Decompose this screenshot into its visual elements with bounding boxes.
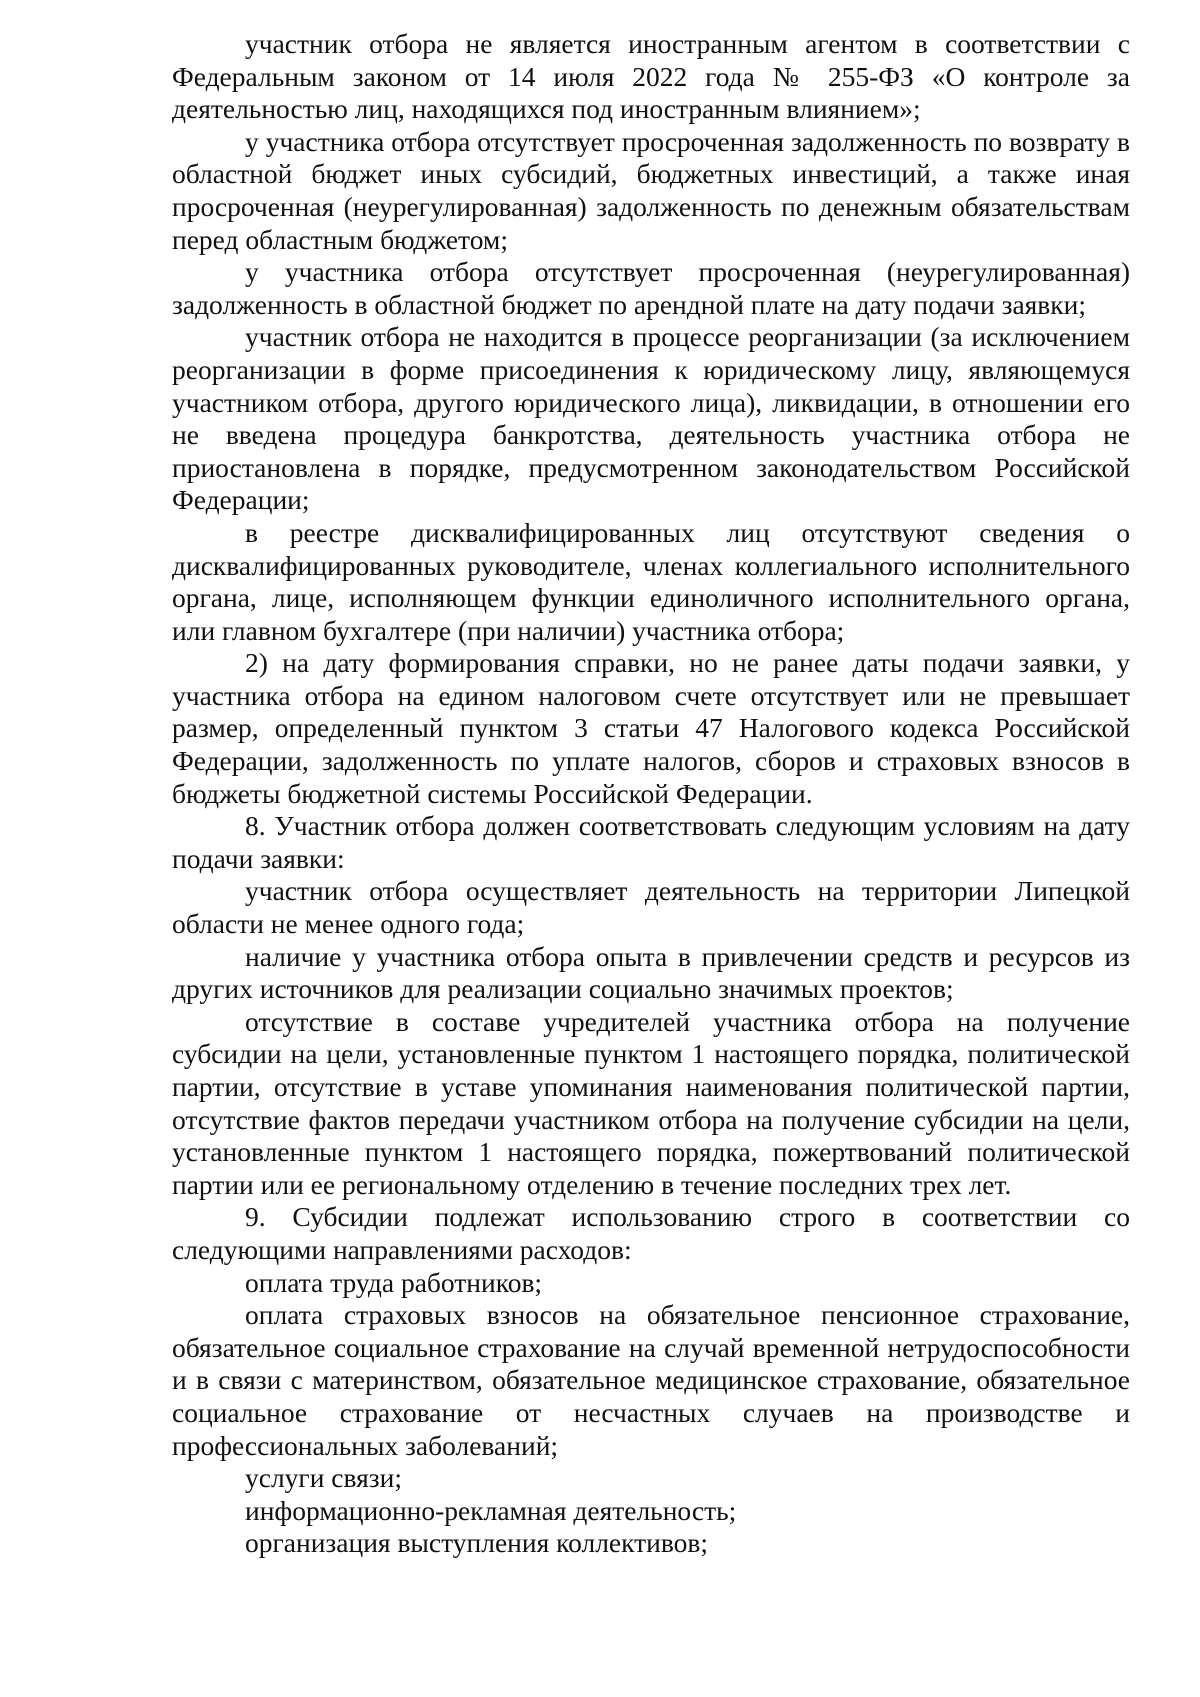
document-page: [172, 28, 1130, 1560]
paragraph-section-9-heading: 9. Субсидии подлежат использованию строго в соответствии со следующими направлениями расходов:: [172, 1201, 1130, 1265]
list-item-advertising: информационно-рекламная деятельность;: [245, 1494, 737, 1526]
list-item-salary: оплата труда работников;: [245, 1266, 543, 1298]
paragraph-reorganization: участник отбора не находится в процессе реорганизации (за исключением реорганизации в форме присоединения к юридическому лицу, являющемуся участником отбора, другого юридического лица), ликвидации, в отношении его не введена процедура банкротства, деятельность участника отбора не приостановлена в порядке, предусмотренном законодательством Российской Федерации;: [172, 321, 1130, 516]
paragraph-foreign-agent: участник отбора не является иностранным агентом в соответствии с Федеральным законом от 14 июля 2022 года № 255-ФЗ «О контроле за деятельностью лиц, находящихся под иностранным влиянием»;: [172, 28, 1130, 125]
paragraph-experience: наличие у участника отбора опыта в привлечении средств и ресурсов из других источников для реализации социально значимых проектов;: [172, 940, 1130, 1005]
paragraph-political-party: отсутствие в составе учредителей участника отбора на получение субсидии на цели, установленные пунктом 1 настоящего порядка, политической партии, отсутствие в уставе упоминания наименования политической партии, отсутствие фактов передачи участником отбора на получение субсидии на цели, установленные пунктом 1 настоящего порядка, пожертвований политической партии или ее региональному отделению в течение последних трех лет.: [172, 1005, 1130, 1200]
paragraph-overdue-rent-debt: у участника отбора отсутствует просроченная (неурегулированная) задолженность в областной бюджет по арендной плате на дату подачи заявки;: [172, 256, 1130, 320]
paragraph-section-8-heading: 8. Участник отбора должен соответствовать следующим условиям на дату подачи заявки:: [172, 810, 1130, 874]
list-item-performances: организация выступления коллективов;: [245, 1527, 709, 1559]
paragraph-overdue-debt-subsidies: у участника отбора отсутствует просроченная задолженность по возврату в областной бюджет иных субсидий, бюджетных инвестиций, а также иная просроченная (неурегулированная) задолженность по денежным обязательствам перед областным бюджетом;: [172, 125, 1130, 255]
paragraph-tax-debt: 2) на дату формирования справки, но не ранее даты подачи заявки, у участника отбора на едином налоговом счете отсутствует или не превышает размер, определенный пунктом 3 статьи 47 Налогового кодекса Российской Федерации, задолженность по уплате налогов, сборов и страховых взносов в бюджеты бюджетной системы Российской Федерации.: [172, 647, 1130, 809]
list-item-communication: услуги связи;: [245, 1462, 402, 1494]
list-item-insurance: оплата страховых взносов на обязательное пенсионное страхование, обязательное социальное страхование на случай временной нетрудоспособности и в связи с материнством, обязательное медицинское страхование, обязательное социальное страхование от несчастных случаев на производстве и профессиональных заболеваний;: [172, 1299, 1130, 1461]
paragraph-activity-territory: участник отбора осуществляет деятельность на территории Липецкой области не менее одного года;: [172, 875, 1130, 940]
paragraph-disqualified-persons: в реестре дисквалифицированных лиц отсутствуют сведения о дисквалифицированных руководителе, членах коллегиального исполнительного органа, лице, исполняющем функции единоличного исполнительного органа, или главном бухгалтере (при наличии) участника отбора;: [172, 516, 1130, 646]
